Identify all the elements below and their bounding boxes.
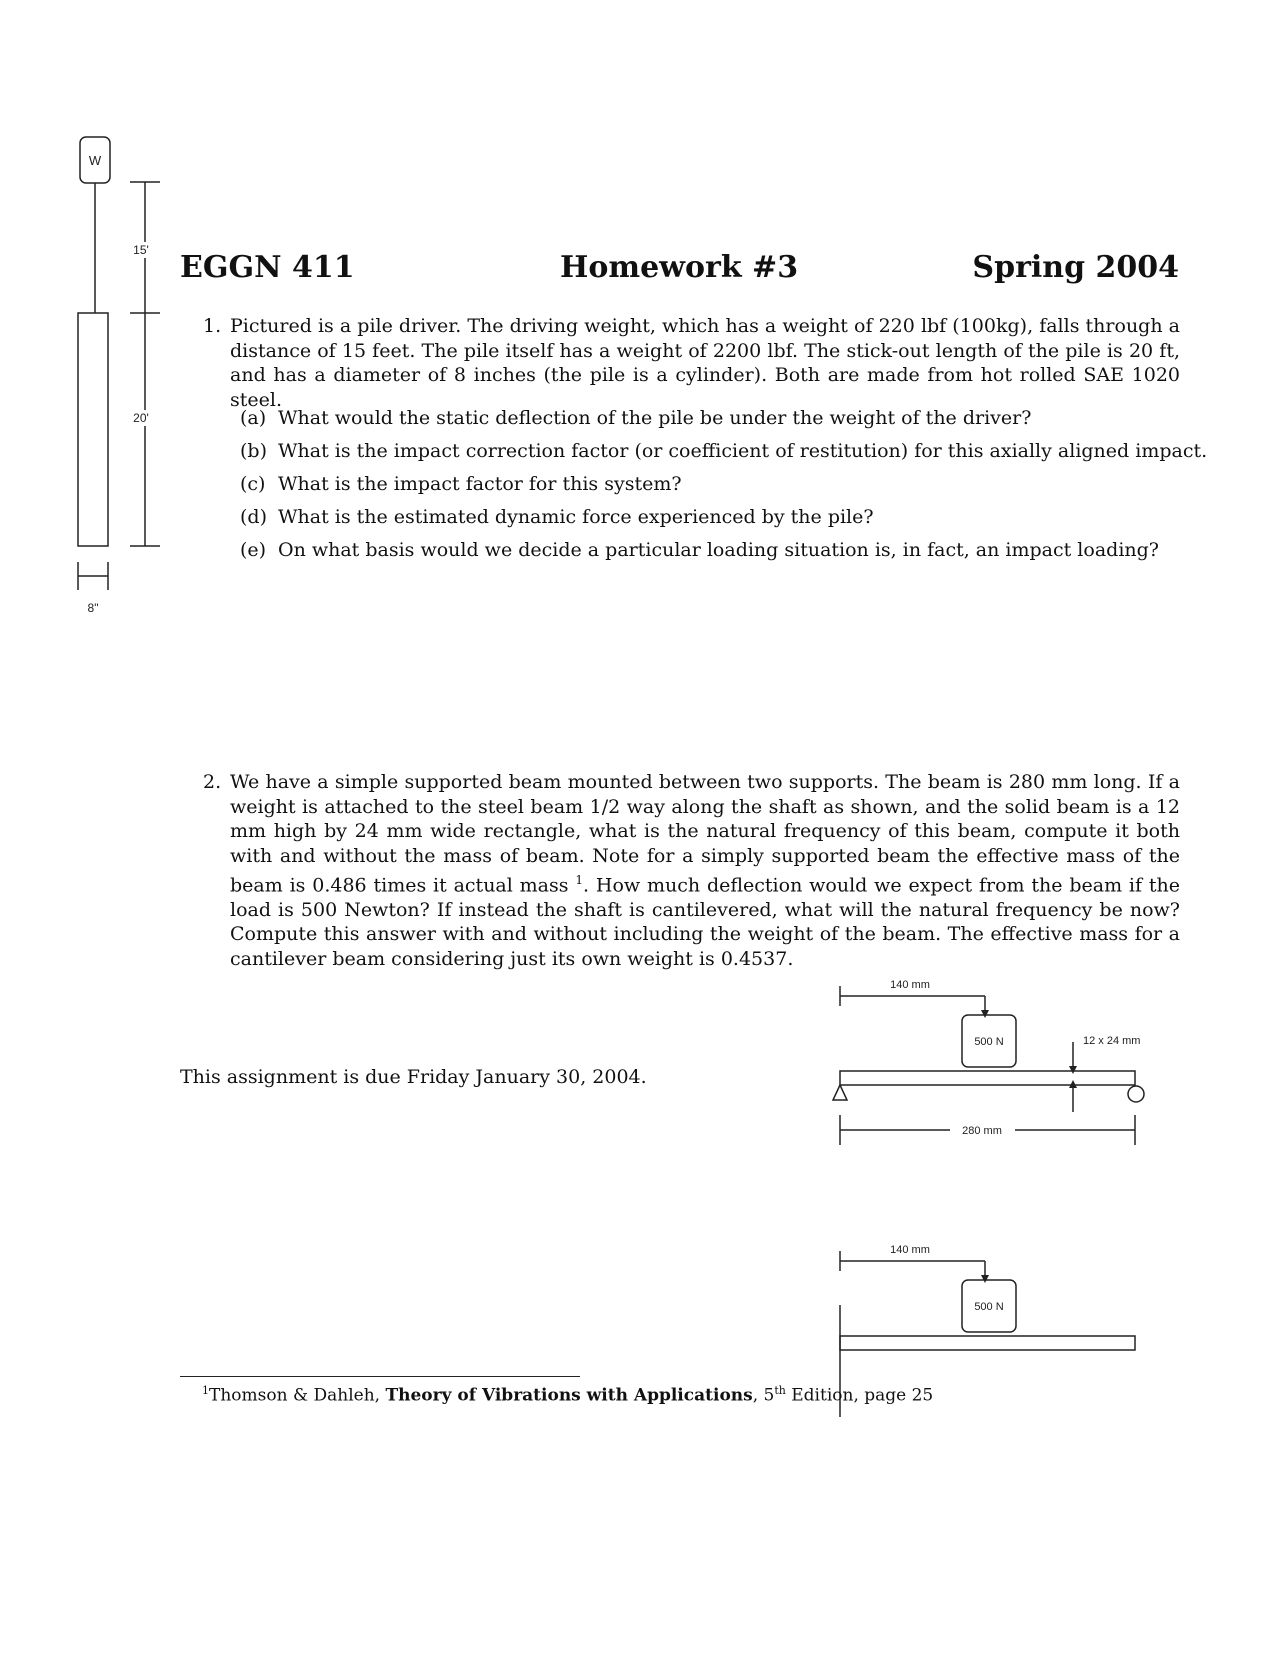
item-text: What is the impact correction factor (or coefficient of restitution) for this axially aligned impact. — [278, 440, 1208, 462]
problem-2-number: 2. — [203, 771, 222, 793]
item-label: (d) — [240, 506, 267, 528]
problem-1-number: 1. — [203, 315, 222, 337]
load-position-label: 140 mm — [890, 979, 930, 991]
span-length-label: 280 mm — [962, 1125, 1002, 1137]
simply-supported-beam-figure — [830, 970, 1160, 1160]
beam — [840, 1336, 1135, 1350]
homework-title: Homework #3 — [560, 250, 799, 285]
problem-2-text-part2: . How much deflection would we expect from the beam if the load is 500 Newton? If instead the shaft is cantilevered, what will the natural frequency be now? Compute this answer with and without including the weight of the beam. The effective mass for a cantilever beam considering just its own weight is 0.4537. — [230, 874, 1180, 970]
item-text: On what basis would we decide a particular loading situation is, in fact, an impact loading? — [278, 539, 1159, 561]
footnote-book-title: Theory of Vibrations with Applications — [385, 1385, 753, 1406]
item-text: What is the estimated dynamic force experienced by the pile? — [278, 506, 874, 528]
problem-1-item-d — [240, 505, 874, 529]
problem-1-item-e — [240, 538, 1159, 562]
footnote-edition-page: Edition, page 25 — [785, 1385, 934, 1406]
problem-2-text-part1: We have a simple supported beam mounted between two supports. The beam is 280 mm long. If a weight is attached to the steel beam 1/2 way along the shaft as shown, and the solid beam is a 12 mm high by 24 mm wide rectangle, what is the natural frequency of this beam, compute it both with and without the mass of beam. Note for a simply supported beam the effective mass of the beam is 0.486 times it actual mass — [230, 771, 1180, 897]
due-date-note: This assignment is due Friday January 30, 2004. — [180, 1066, 647, 1088]
footnote-edition-number: , 5 — [752, 1385, 775, 1406]
footnote-mark: 1 — [202, 1384, 209, 1397]
problem-1-item-a — [240, 406, 1031, 430]
footnote-edition-suffix: th — [774, 1384, 786, 1397]
problem-1-text: Pictured is a pile driver. The driving weight, which has a weight of 220 lbf (100kg), falls through a distance of 15 feet. The pile itself has a weight of 2200 lbf. The stick-out length of the pile is 20 ft, and has a diameter of 8 inches (the pile is a cylinder). Both are made from hot rolled SAE 1020 steel. — [230, 315, 1180, 411]
footnote-reference: 1 — [575, 873, 583, 887]
item-text: What is the impact factor for this system? — [278, 473, 682, 495]
drop-height-label: 15' — [133, 243, 149, 257]
item-label: (a) — [240, 407, 267, 429]
load-value-label: 500 N — [974, 1036, 1004, 1048]
roller-support — [1128, 1086, 1144, 1102]
weight-label: W — [88, 153, 102, 168]
item-label: (b) — [240, 440, 267, 462]
item-label: (c) — [240, 473, 266, 495]
pin-support — [833, 1085, 847, 1100]
pile-driver-figure — [0, 0, 180, 640]
pile — [78, 313, 108, 546]
course-code: EGGN 411 — [180, 250, 355, 285]
pile-length-label: 20' — [133, 411, 149, 425]
load-value-label: 500 N — [974, 1301, 1004, 1313]
problem-2-text — [230, 770, 1180, 971]
problem-1-item-c — [240, 472, 682, 496]
pile-diameter-label: 8" — [87, 601, 99, 615]
item-label: (e) — [240, 539, 267, 561]
beam — [840, 1071, 1135, 1085]
load-position-label: 140 mm — [890, 1244, 930, 1256]
problem-1-item-b — [240, 439, 1207, 463]
footnote-rule — [180, 1376, 580, 1377]
footnote — [202, 1384, 933, 1406]
item-text: What would the static deflection of the pile be under the weight of the driver? — [278, 407, 1032, 429]
footnote-authors: Thomson & Dahleh, — [209, 1385, 386, 1406]
cross-section-label: 12 x 24 mm — [1083, 1035, 1141, 1047]
term: Spring 2004 — [972, 250, 1179, 285]
